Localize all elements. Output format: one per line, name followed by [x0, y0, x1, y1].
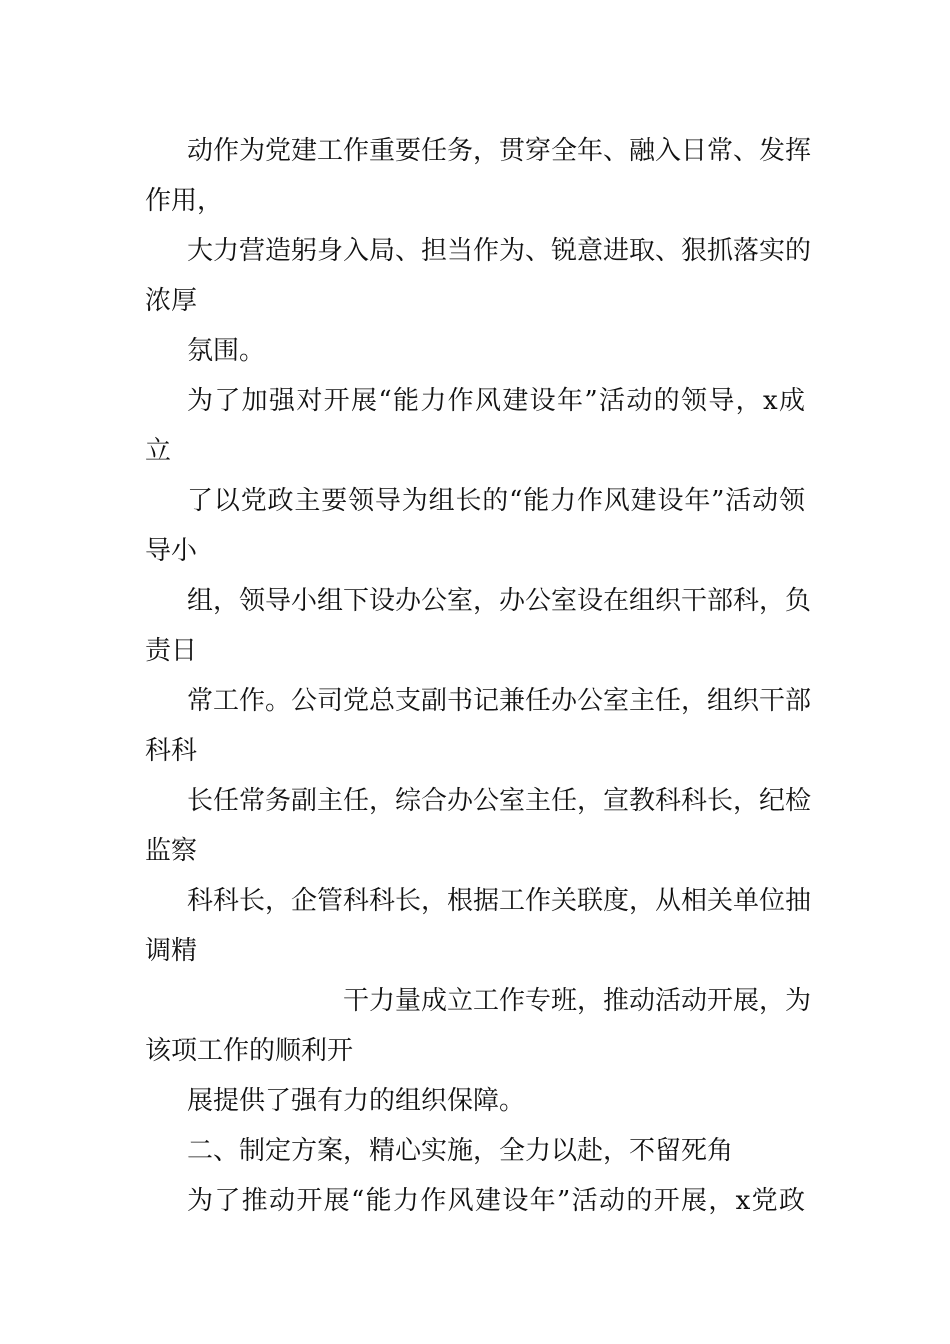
text-line: 了以党政主要领导为组长的“能力作风建设年”活动领 — [187, 486, 805, 516]
text-line: 科科长，企管科科长，根据工作关联度，从相关单位抽 — [187, 886, 812, 916]
text-line: 科科 — [145, 736, 198, 766]
text-line: 作用， — [145, 186, 224, 216]
text-line: 立 — [145, 436, 172, 466]
text-line: 组，领导小组下设办公室，办公室设在组织干部科，负 — [187, 586, 812, 616]
text-line: 常工作。公司党总支副书记兼任办公室主任，组织干部 — [187, 686, 812, 716]
text-line: 干力量成立工作专班，推动活动开展，为 — [343, 986, 812, 1016]
text-line: 展提供了强有力的组织保障。 — [187, 1086, 526, 1116]
text-line: 浓厚 — [145, 286, 198, 316]
text-line: 动作为党建工作重要任务，贯穿全年、融入日常、发挥 — [187, 136, 812, 166]
text-line: 为了推动开展“能力作风建设年”活动的开展，x党政 — [187, 1186, 805, 1216]
text-line: 调精 — [145, 936, 198, 966]
text-line: 大力营造躬身入局、担当作为、锐意进取、狠抓落实的 — [187, 236, 812, 266]
text-line: 该项工作的顺利开 — [145, 1036, 354, 1066]
text-line: 监察 — [145, 836, 198, 866]
text-line: 氛围。 — [187, 336, 266, 366]
section-heading: 二、制定方案，精心实施，全力以赴，不留死角 — [187, 1136, 734, 1166]
text-line: 为了加强对开展“能力作风建设年”活动的领导，x成 — [187, 386, 805, 416]
text-line: 长任常务副主任，综合办公室主任，宣教科科长，纪检 — [187, 786, 812, 816]
text-line: 导小 — [145, 536, 198, 566]
text-line: 责日 — [145, 636, 198, 666]
